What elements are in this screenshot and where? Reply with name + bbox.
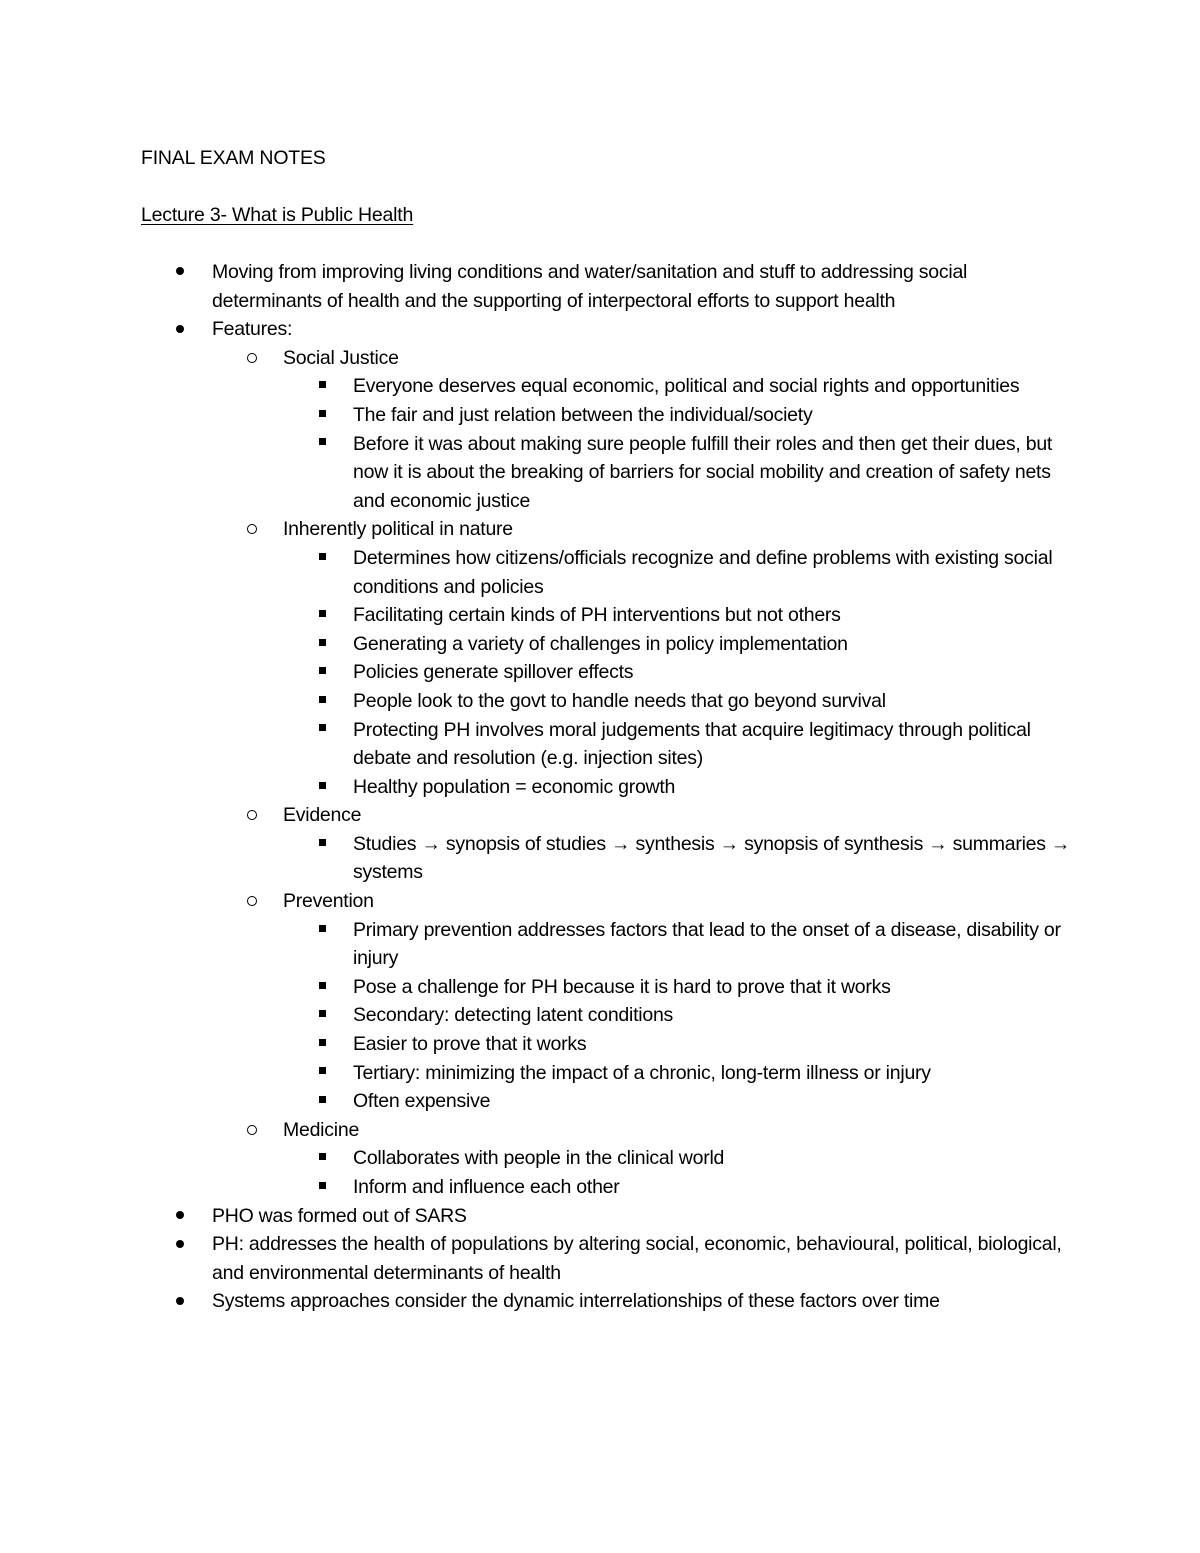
bullet-dot-icon — [176, 1230, 184, 1259]
list-item-level-3 — [353, 973, 1073, 1002]
bullet-square-icon — [319, 658, 326, 687]
list-item-level-3 — [353, 716, 1073, 773]
list-item-level-3 — [353, 830, 1073, 887]
document-title: FINAL EXAM NOTES — [141, 147, 326, 169]
list-item-level-1 — [212, 1230, 1072, 1287]
bullet-square-icon — [319, 544, 326, 573]
list-item-text: People look to the govt to handle needs that go beyond survival — [353, 689, 886, 712]
list-item-level-1 — [212, 1202, 1072, 1231]
list-item-level-2 — [283, 1116, 1073, 1145]
bullet-dot-icon — [176, 1287, 184, 1316]
bullet-circle-icon — [247, 344, 257, 373]
list-item-text: Facilitating certain kinds of PH interventions but not others — [353, 604, 841, 627]
list-item-text: Primary prevention addresses factors that lead to the onset of a disease, disability or injury — [353, 918, 1061, 970]
list-item-text: Features: — [212, 318, 293, 341]
list-item-level-3 — [353, 630, 1073, 659]
bullet-square-icon — [319, 773, 326, 802]
list-item-level-3 — [353, 544, 1073, 601]
bullet-square-icon — [319, 1030, 326, 1059]
list-item-text: Moving from improving living conditions and water/sanitation and stuff to addressing social determinants of health and the supporting of interpectoral efforts to support health — [212, 261, 968, 312]
bullet-square-icon — [319, 1173, 326, 1202]
list-item-text: Social Justice — [283, 346, 399, 369]
list-item-text: The fair and just relation between the individual/society — [353, 403, 813, 426]
bullet-square-icon — [319, 401, 326, 430]
bullet-square-icon — [319, 1001, 326, 1030]
list-item-text: Pose a challenge for PH because it is hard to prove that it works — [353, 975, 891, 998]
section-heading: Lecture 3- What is Public Health — [141, 204, 414, 226]
bullet-square-icon — [319, 1087, 326, 1116]
bullet-dot-icon — [176, 1202, 184, 1231]
list-item-level-1 — [212, 315, 1072, 344]
list-item-text: Prevention — [283, 890, 374, 913]
list-item-level-3 — [353, 1059, 1073, 1088]
bullet-outline — [0, 258, 1200, 1316]
list-item-text: Secondary: detecting latent conditions — [353, 1004, 674, 1027]
list-item-text: Medicine — [283, 1118, 360, 1141]
list-item-text: Collaborates with people in the clinical world — [353, 1147, 725, 1170]
list-item-level-3 — [353, 1001, 1073, 1030]
list-item-text: Studies → synopsis of studies → synthesis → synopsis of synthesis → summaries → systems — [353, 832, 1071, 884]
list-item-text: Protecting PH involves moral judgements that acquire legitimacy through political debate and resolution (e.g. injection sites) — [353, 718, 1031, 770]
bullet-circle-icon — [247, 887, 257, 916]
bullet-square-icon — [319, 430, 326, 459]
bullet-square-icon — [319, 916, 326, 945]
bullet-circle-icon — [247, 515, 257, 544]
bullet-square-icon — [319, 630, 326, 659]
list-item-level-3 — [353, 430, 1073, 516]
list-item-level-2 — [283, 887, 1073, 916]
bullet-square-icon — [319, 372, 326, 401]
bullet-square-icon — [319, 830, 326, 859]
bullet-square-icon — [319, 973, 326, 1002]
list-item-text: PH: addresses the health of populations by altering social, economic, behavioural, political, biological, and environmental determinants of health — [212, 1233, 1062, 1284]
bullet-square-icon — [319, 601, 326, 630]
bullet-square-icon — [319, 1144, 326, 1173]
list-item-level-3 — [353, 1030, 1073, 1059]
list-item-level-1 — [212, 258, 1072, 315]
bullet-circle-icon — [247, 1116, 257, 1145]
list-item-text: Generating a variety of challenges in policy implementation — [353, 632, 848, 655]
list-item-level-1 — [212, 1287, 1072, 1316]
bullet-dot-icon — [176, 315, 184, 344]
list-item-level-3 — [353, 916, 1073, 973]
list-item-text: Tertiary: minimizing the impact of a chronic, long-term illness or injury — [353, 1061, 931, 1084]
list-item-level-2 — [283, 344, 1073, 373]
list-item-level-3 — [353, 773, 1073, 802]
list-item-level-3 — [353, 401, 1073, 430]
list-item-level-3 — [353, 1144, 1073, 1173]
list-item-text: Before it was about making sure people fulfill their roles and then get their dues, but now it is about the breaking of barriers for social mobility and creation of safety nets and economic justice — [353, 432, 1053, 512]
list-item-level-2 — [283, 801, 1073, 830]
list-item-level-3 — [353, 372, 1073, 401]
bullet-square-icon — [319, 687, 326, 716]
list-item-level-3 — [353, 1173, 1073, 1202]
list-item-level-3 — [353, 658, 1073, 687]
list-item-text: Inform and influence each other — [353, 1176, 620, 1198]
bullet-square-icon — [319, 1059, 326, 1088]
list-item-text: Inherently political in nature — [283, 518, 513, 541]
list-item-text: Everyone deserves equal economic, political and social rights and opportunities — [353, 375, 1020, 398]
list-item-text: Healthy population = economic growth — [353, 775, 676, 798]
list-item-text: Evidence — [283, 804, 362, 827]
list-item-text: Easier to prove that it works — [353, 1033, 587, 1056]
list-item-level-3 — [353, 601, 1073, 630]
list-item-level-3 — [353, 687, 1073, 716]
bullet-circle-icon — [247, 801, 257, 830]
list-item-level-2 — [283, 515, 1073, 544]
bullet-square-icon — [319, 716, 326, 745]
list-item-text: Often expensive — [353, 1090, 491, 1113]
list-item-text: PHO was formed out of SARS — [212, 1204, 467, 1227]
list-item-text: Determines how citizens/officials recognize and define problems with existing social conditions and policies — [353, 546, 1053, 598]
bullet-dot-icon — [176, 258, 184, 287]
list-item-level-3 — [353, 1087, 1073, 1116]
list-item-text: Systems approaches consider the dynamic interrelationships of these factors over time — [212, 1290, 940, 1313]
list-item-text: Policies generate spillover effects — [353, 661, 634, 684]
